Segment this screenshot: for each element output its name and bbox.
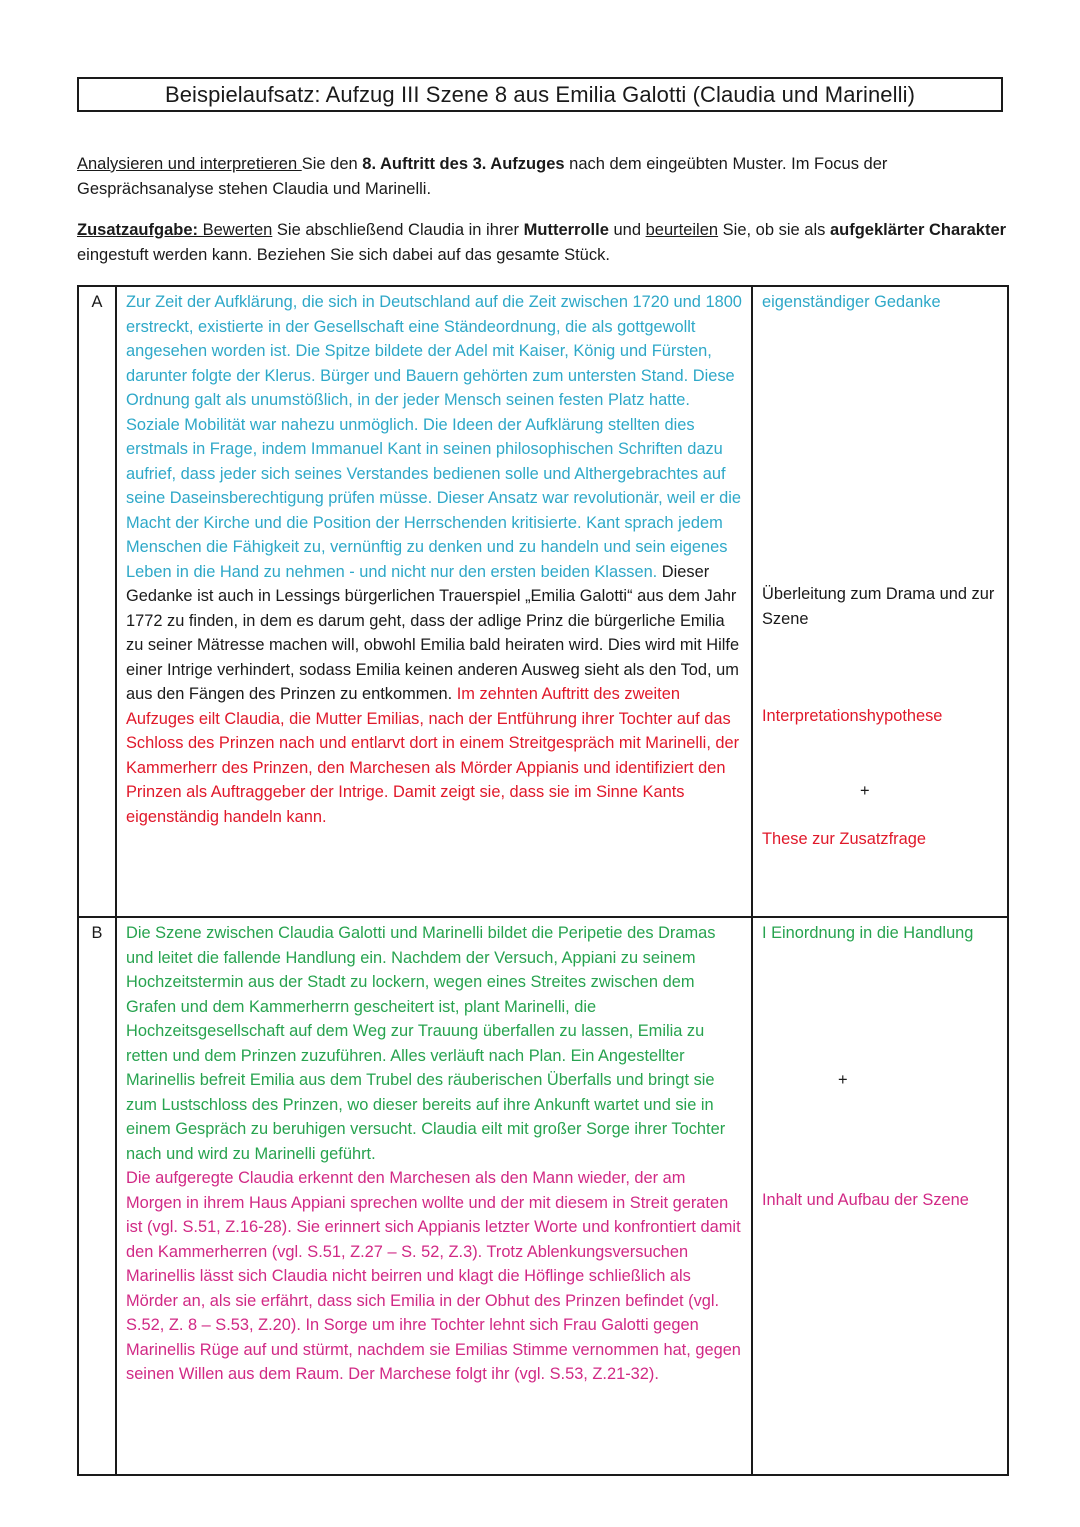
note-thesis: These zur Zusatzfrage [762,830,926,848]
note-plus-b: + [838,1071,848,1089]
task-verb-analyze: Analysieren und interpretieren [77,155,302,173]
task-additional-label: Zusatzaufgabe: [77,221,199,239]
note-plus-a: + [860,782,870,800]
task-text: und [608,221,646,239]
note-hypothesis: Interpretationshypothese [762,707,943,725]
placement-text: Die Szene zwischen Claudia Galotti und Marinelli bildet die Peripetie des Dramas und leitet die fallende Handlung ein. Nachdem der Versuch, Appiani zu seinem Hochzeitstermin aus der Stadt zu lockern, wegen eines Streites zwischen dem Grafen und dem Kammerherrn gescheitert ist, plant Marinelli, die Hochzeitsgesellschaft auf dem Weg zur Trauung überfallen zu lassen, Emilia zu retten und dem Prinzen zuzuführen. Alles verläuft nach Plan. Ein Angestellter Marinellis befreit Emilia aus dem Trubel des räuberischen Überfalls und bringt sie zum Lustschloss des Prinzen, wo dieser bereits auf ihre Ankunft wartet und sie in einem Gespräch zu beruhigen versucht. Claudia eilt mit großer Sorge ihrer Tochter nach und wird zu Marinelli geführt. [126,924,726,1163]
task-verb-judge: beurteilen [645,221,719,239]
task-text: Sie, ob sie als [718,221,830,239]
section-label-a: A [78,286,116,917]
task-text: eingestuft werden kann. Beziehen Sie sich dabei auf das gesamte Stück. [77,246,610,264]
task-additional [77,218,1012,268]
essay-row-b [78,917,1008,1475]
task-bold-scene: 8. Auftritt des 3. Aufzuges [362,155,565,173]
document-title: Beispielaufsatz: Aufzug III Szene 8 aus Emilia Galotti (Claudia und Marinelli) [77,77,1003,112]
section-text-a [116,286,752,917]
hypothesis-text: Im zehnten Auftritt des zweiten Aufzuges eilt Claudia, die Mutter Emilias, nach der Entführung ihrer Tochter auf das Schloss des Prinzen nach und entlarvt dort in einem Streitgespräch mit Marinelli, der Kammerherr des Prinzen, den Marchesen als Mörder Appianis und identifiziert den Prinzen als Auftraggeber der Intrige. Damit zeigt sie, dass sie im Sinne Kants eigenständig handeln kann. [126,685,740,826]
task-main [77,152,1012,202]
essay-row-a [78,286,1008,917]
task-bold-enlightened: aufgeklärter Charakter [829,221,1007,239]
intro-context-text: Zur Zeit der Aufklärung, die sich in Deutschland auf die Zeit zwischen 1720 und 1800 erstreckt, existierte in der Gesellschaft eine Ständeordnung, die als gottgewollt angesehen worden ist. Die Spitze bildete der Adel mit Kaiser, König und Fürsten, darunter folgte der Klerus. Bürger und Bauern gehörten zum untersten Stand. Diese Ordnung galt als unumstößlich, in der jeder Mensch seinen festen Platz hatte. Soziale Mobilität war nahezu unmöglich. Die Ideen der Aufklärung stellten dies erstmals in Frage, indem Immanuel Kant in seinen philosophischen Schriften dazu aufrief, dass jeder sich seines Verstandes bedienen solle und Althergebrachtes auf seine Daseinsberechtigung prüfen müsse. Dieser Ansatz war revolutionär, weil er die Macht der Kirche und die Position der Herrschenden kritisierte. Kant sprach jedem Menschen die Fähigkeit zu, vernünftig zu denken und zu handeln und sein eigenes Leben in die Hand zu nehmen - und nicht nur den ersten beiden Klassen. [126,293,742,581]
note-placement: I Einordnung in die Handlung [762,924,974,942]
transition-text: Dieser Gedanke ist auch in Lessings bürgerlichen Trauerspiel „Emilia Galotti“ aus dem Jahr 1772 zu finden, in dem es darum geht, dass der adlige Prinz die bürgerliche Emilia zu seiner Mätresse machen will, obwohl Emilia bald heiraten wird. Dies wird mit Hilfe einer Intrige verhindert, sodass Emilia keinen anderen Ausweg sieht als den Tod, um aus den Fängen des Prinzen zu entkommen. [126,562,740,703]
section-notes-b [752,917,1008,1475]
note-own-thought: eigenständiger Gedanke [762,293,941,311]
essay-table [77,285,1009,1476]
section-notes-a [752,286,1008,917]
section-label-b: B [78,917,116,1475]
task-verb-evaluate: Bewerten [198,221,273,239]
task-text: nach dem eingeübten Muster. Im Focus der Gesprächsanalyse stehen Claudia und Marinelli. [77,155,888,198]
task-bold-mother-role: Mutterrolle [523,221,609,239]
task-text: Sie abschließend Claudia in ihrer [272,221,524,239]
section-text-b [116,917,752,1475]
note-transition: Überleitung zum Drama und zur Szene [762,585,995,628]
task-text: Sie den [301,155,363,173]
note-content: Inhalt und Aufbau der Szene [762,1191,969,1209]
content-text: Die aufgeregte Claudia erkennt den Marchesen als den Mann wieder, der am Morgen in ihrem Haus Appiani sprechen wollte und der mit diesem in Streit geraten ist (vgl. S.51, Z.16-28). Sie erinnert sich Appianis letzter Worte und konfrontiert damit den Kammerherren (vgl. S.51, Z.27 – S. 52, Z.3). Trotz Ablenkungsversuchen Marinellis lässt sich Claudia nicht beirren und klagt die Höflinge schließlich als Mörder an, als sie erfährt, dass sich Emilia in der Obhut des Prinzen befindet (vgl. S.52, Z. 8 – S.53, Z.20). In Sorge um ihre Tochter lehnt sich Frau Galotti gegen Marinellis Rüge auf und stürmt, nachdem sie Emilias Stimme vernommen hat, gegen seinen Willen aus dem Raum. Der Marchese folgt ihr (vgl. S.53, Z.21-32). [126,1169,741,1383]
